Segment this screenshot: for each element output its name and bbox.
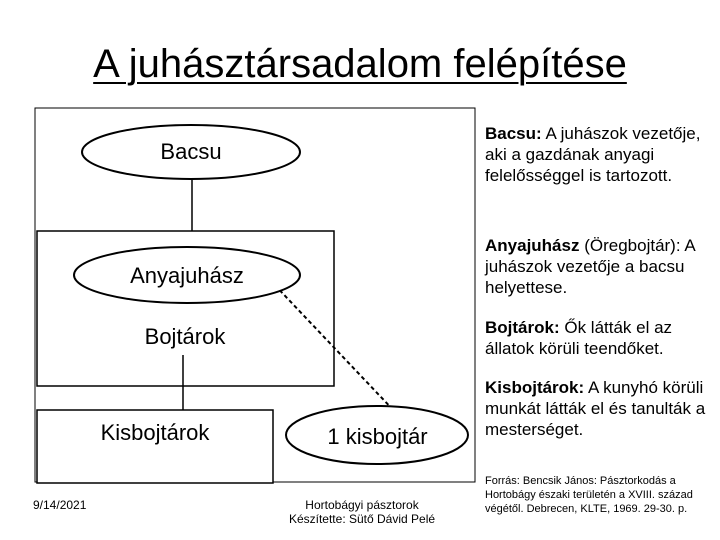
term-bacsu: Bacsu: — [485, 124, 542, 143]
text-bacsu: A juhászok vezetője, aki a gazdának anyagi felelősséggel is tartozott. — [485, 124, 701, 185]
slide-footer-credit — [262, 498, 462, 526]
kisbojtarok-label: Kisbojtárok — [100, 420, 210, 445]
term-kisbojtarok: Kisbojtárok: — [485, 378, 585, 397]
text-bojtarok: Ők látták el az állatok körüli teendőket. — [485, 318, 673, 358]
slide-date: 9/14/2021 — [33, 498, 87, 512]
description-anyajuhasz — [485, 235, 717, 298]
term-anyajuhasz: Anyajuhász — [485, 236, 580, 255]
anyajuhasz-label: Anyajuhász — [130, 263, 244, 288]
bojtarok-label: Bojtárok — [144, 324, 226, 349]
text-kisbojtarok: A kunyhó körüli munkát látták el és tanulták a mesterséget. — [485, 378, 706, 439]
bacsu-label: Bacsu — [160, 139, 222, 164]
text-anyajuhasz: (Öregbojtár): A juhászok vezetője a bacsu helyettese. — [485, 236, 695, 297]
description-bojtarok — [485, 317, 713, 359]
footer-line-2: Készítette: Sütő Dávid Pelé — [288, 512, 436, 526]
description-bacsu — [485, 123, 713, 186]
slide-title: A juhásztársadalom felépítése — [93, 42, 627, 86]
description-kisbojtarok — [485, 377, 713, 440]
kisbojtar-label: 1 kisbojtár — [327, 424, 428, 449]
source-citation: Forrás: Bencsik János: Pásztorkodás a Hortobágy északi területén a XVIII. század végétől. Debrecen, KLTE, 1969. 29-30. p. — [485, 475, 693, 515]
footer-line-1: Hortobágyi pásztorok — [305, 498, 419, 512]
term-bojtarok: Bojtárok: — [485, 318, 560, 337]
